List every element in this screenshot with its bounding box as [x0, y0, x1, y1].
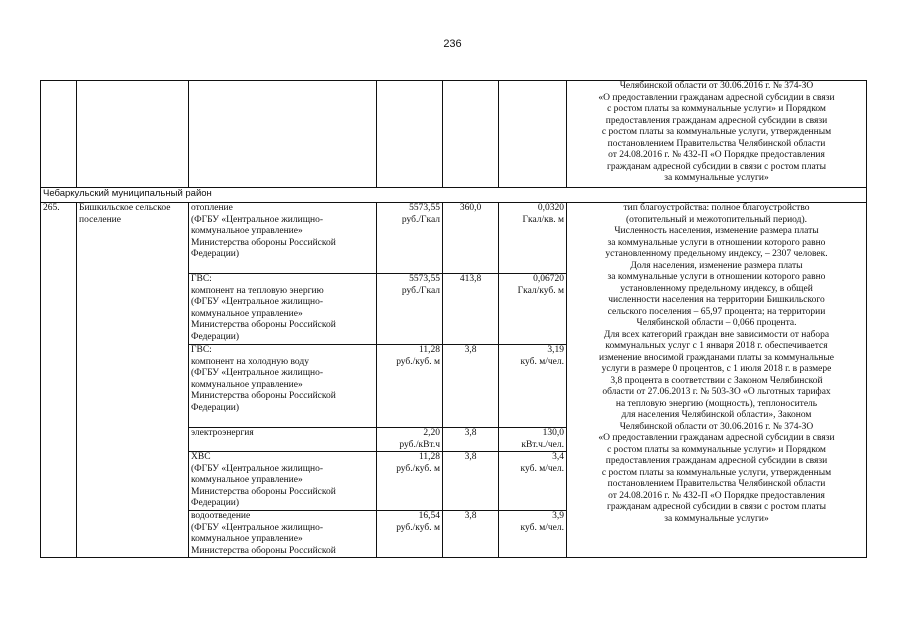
note-line: Доля населения, изменение размера платы — [630, 260, 803, 271]
note-line: предоставления гражданам адресной субсидии в связи — [605, 456, 828, 466]
tariff-cell — [377, 345, 443, 428]
note-line: за коммунальные услуги» — [664, 173, 769, 183]
tariff-value: 11,28 — [418, 452, 440, 462]
service-description — [189, 203, 377, 274]
service-description — [189, 511, 377, 558]
tariff-value: 5573,55 — [409, 274, 440, 284]
tariff-unit: руб./куб. м — [396, 463, 440, 474]
service-line: коммунальное управление» — [191, 226, 303, 236]
norm-unit: куб. м/чел. — [520, 522, 564, 533]
note-line: тип благоустройства: полное благоустройство — [623, 203, 810, 213]
tariff-unit: руб./Гкал — [401, 285, 440, 296]
note-line: с ростом платы за коммунальные услуги» и Порядком — [607, 444, 826, 455]
cell-empty — [189, 81, 377, 188]
service-line: (ФГБУ «Центральное жилищно- — [191, 214, 324, 225]
norm-unit: кВт.ч./чел. — [521, 439, 564, 450]
volume-cell: 3,8 — [443, 345, 499, 428]
service-line: коммунальное управление» — [191, 534, 303, 544]
norm-unit: куб. м/чел. — [520, 356, 564, 367]
note-line: Челябинской области от 30.06.2016 г. № 374-ЗО — [619, 81, 814, 91]
norm-unit: Гкал/куб. м — [517, 285, 564, 296]
volume-cell: 3,8 — [443, 452, 499, 511]
volume-cell: 360,0 — [443, 203, 499, 274]
tariff-unit: руб./куб. м — [396, 522, 440, 533]
service-line: компонент на холодную воду — [191, 356, 309, 367]
service-line: Федерации) — [191, 331, 240, 342]
norm-value: 130,0 — [542, 428, 564, 438]
norm-cell — [499, 511, 567, 558]
note-line: с ростом платы за коммунальные услуги, утвержденным — [601, 467, 832, 478]
service-line: коммунальное управление» — [191, 475, 303, 485]
tariff-unit: руб./Гкал — [401, 214, 440, 225]
note-line: за коммунальные услуги в отношении которого равно — [607, 237, 826, 248]
note-line: с ростом платы за коммунальные услуги» и Порядком — [607, 104, 826, 114]
norm-cell — [499, 345, 567, 428]
district-name: Чебаркульский муниципальный район — [41, 188, 867, 203]
note-line: от 24.08.2016 г. № 432-П «О Порядке предоставления — [608, 150, 825, 160]
tariff-cell — [377, 274, 443, 345]
service-description — [189, 345, 377, 428]
service-line: отопление — [191, 203, 233, 213]
service-line: коммунальное управление» — [191, 379, 303, 390]
continuation-note — [567, 81, 867, 188]
continuation-row — [41, 81, 867, 188]
norm-value: 3,9 — [552, 511, 564, 521]
note-line: области от 27.06.2013 г. № 503-ЗО «О льготных тарифах — [602, 387, 831, 397]
note-line: «О предоставлении гражданам адресной субсидии в связи — [598, 433, 835, 443]
tariff-unit: руб./куб. м — [396, 356, 440, 367]
norm-cell — [499, 452, 567, 511]
service-line: (ФГБУ «Центральное жилищно- — [191, 463, 324, 474]
tariff-cell — [377, 511, 443, 558]
tariff-value: 5573,55 — [409, 203, 440, 213]
note-line: гражданам адресной субсидии в связи с ростом платы — [606, 161, 827, 172]
note-line: Челябинской области от 30.06.2016 г. № 374-ЗО — [619, 421, 814, 432]
service-line: ГВС: — [191, 274, 212, 284]
norm-value: 3,19 — [547, 345, 564, 355]
subsidy-table — [40, 80, 867, 558]
norm-cell — [499, 428, 567, 452]
note-line: от 24.08.2016 г. № 432-П «О Порядке предоставления — [608, 490, 825, 501]
norm-unit: Гкал/кв. м — [522, 214, 564, 225]
table-row — [41, 203, 867, 274]
service-line: Министерства обороны Российской — [191, 237, 336, 248]
service-line: Министерства обороны Российской — [191, 391, 336, 401]
service-line: Министерства обороны Российской — [191, 486, 336, 497]
norm-cell — [499, 274, 567, 345]
service-line: (ФГБУ «Центральное жилищно- — [191, 522, 324, 533]
note-line: для населения Челябинской области», Законом — [621, 410, 812, 420]
tariff-value: 11,28 — [418, 345, 440, 355]
service-line: Министерства обороны Российской — [191, 545, 336, 556]
note-line: коммунальных услуг с 1 января 2018 г. обеспечивается — [605, 341, 828, 351]
norm-unit: куб. м/чел. — [520, 463, 564, 474]
tariff-cell — [377, 428, 443, 452]
volume-cell: 3,8 — [443, 511, 499, 558]
service-line: водоотведение — [191, 511, 251, 521]
tariff-cell — [377, 203, 443, 274]
service-description — [189, 428, 377, 452]
service-line: Министерства обороны Российской — [191, 320, 336, 330]
note-line: за коммунальные услуги в отношении которого равно — [607, 272, 826, 282]
cell-empty — [443, 81, 499, 188]
tariff-cell — [377, 452, 443, 511]
service-line: (ФГБУ «Центральное жилищно- — [191, 297, 324, 307]
cell-empty — [499, 81, 567, 188]
entry-note — [567, 203, 867, 558]
note-line: 3,8 процента в соответствии с Законом Челябинской — [610, 375, 823, 386]
tariff-value: 16,54 — [418, 511, 440, 521]
note-line: сельского поселения – 65,97 процента; на территории — [607, 306, 826, 317]
service-line: коммунальное управление» — [191, 308, 303, 319]
norm-cell — [499, 203, 567, 274]
entry-number: 265. — [41, 203, 77, 558]
norm-value: 0,06720 — [533, 274, 564, 284]
note-line: гражданам адресной субсидии в связи с ростом платы — [606, 502, 827, 512]
municipality-name: Бишкильское сельское поселение — [77, 203, 189, 558]
note-line: Челябинской области – 0,066 процента. — [636, 318, 797, 328]
district-row — [41, 188, 867, 203]
note-line: Численность населения, изменение размера платы — [614, 226, 819, 236]
service-line: Федерации) — [191, 402, 240, 413]
tariff-unit: руб./кВт.ч — [399, 439, 440, 450]
service-line: компонент на тепловую энергию — [191, 285, 324, 296]
volume-cell: 413,8 — [443, 274, 499, 345]
volume-cell: 3,8 — [443, 428, 499, 452]
note-line: постановлением Правительства Челябинской области — [607, 138, 826, 149]
service-line: ХВС — [191, 452, 211, 462]
note-line: установленному предельному индексу, – 2307 человек. — [605, 249, 828, 259]
note-line: предоставления гражданам адресной субсидии в связи — [605, 115, 828, 126]
note-line: установленному предельному индексу, в общей — [620, 283, 813, 294]
tariff-value: 2,20 — [423, 428, 440, 438]
page-number: 236 — [443, 38, 462, 50]
note-line: «О предоставлении гражданам адресной субсидии в связи — [598, 92, 835, 103]
note-line: постановлением Правительства Челябинской области — [607, 479, 826, 489]
service-line: электроэнергия — [191, 428, 254, 438]
norm-value: 3,4 — [552, 452, 564, 462]
note-line: численности населения на территории Бишкильского — [608, 295, 825, 305]
norm-value: 0,0320 — [537, 203, 564, 213]
service-description — [189, 452, 377, 511]
service-line: Федерации) — [191, 498, 240, 508]
service-line: (ФГБУ «Центральное жилищно- — [191, 368, 324, 378]
note-line: за коммунальные услуги» — [664, 513, 769, 524]
note-line: на тепловую энергию (мощность), теплоноситель — [615, 398, 818, 409]
note-line: Для всех категорий граждан вне зависимости от набора — [603, 329, 830, 340]
note-line: с ростом платы за коммунальные услуги, утвержденным — [601, 127, 832, 137]
cell-empty — [41, 81, 77, 188]
service-line: Федерации) — [191, 249, 240, 259]
note-line: изменение вносимой гражданами платы за коммунальные — [599, 352, 834, 363]
service-description — [189, 274, 377, 345]
note-line: (отопительный и межотопительный период). — [625, 214, 808, 225]
cell-empty — [377, 81, 443, 188]
service-line: ГВС: — [191, 345, 212, 355]
cell-empty — [77, 81, 189, 188]
note-line: услуги в размере 0 процентов, с 1 июля 2018 г. в размере — [601, 364, 832, 374]
